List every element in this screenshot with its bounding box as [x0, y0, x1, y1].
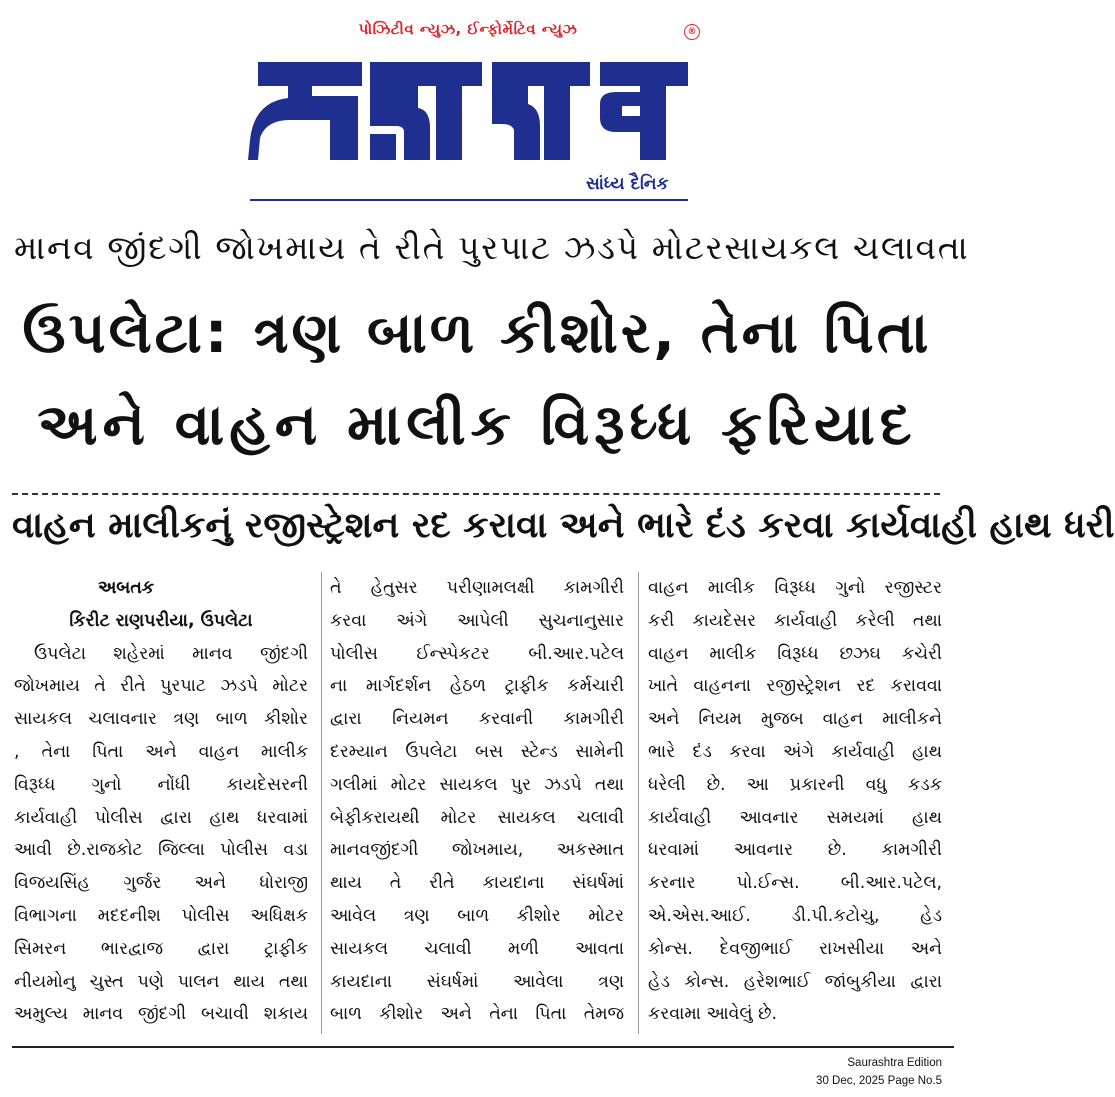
- text-line: ના માર્ગદર્શન હેઠળ ટ્રાફીક કર્મચારી: [330, 676, 624, 697]
- text-line: ઉપલેટા શહેરમાં માનવ જીંદગી: [34, 643, 308, 664]
- text-line: વિરૂધ્ધ ગુનો નોંધી કાયદેસરની: [14, 774, 308, 795]
- text-line: વાહન માલીક વિરૂધ્ધ છઝઘ કચેરી: [648, 643, 942, 664]
- article-column-3: [648, 572, 942, 1031]
- text-line: કાર્યવાહી પોલીસ દ્વારા હાથ ધરવામાં: [14, 807, 308, 828]
- newspaper-logo: [250, 48, 690, 168]
- text-line: દ્વારા નિયમન કરવાની કામગીરી: [330, 709, 624, 730]
- column-divider: [321, 572, 322, 1034]
- text-line: કાયદાના સંઘર્ષમાં આવેલા ત્રણ: [330, 971, 624, 992]
- text-line: તે હેતુસર પરીણામલક્ષી કામગીરી: [330, 578, 624, 598]
- text-line: નીયમોનુ ચુસ્ત પણે પાલન થાય તથા: [14, 971, 308, 992]
- text-line: ગલીમાં મોટર સાયકલ પુર ઝડપે તથા: [330, 774, 624, 795]
- text-line: સાયકલ ચલાવનાર ત્રણ બાળ કીશોર: [14, 709, 308, 730]
- text-line: કરવા અંગે આપેલી સુચનાનુસાર: [330, 610, 624, 631]
- article-column-1: [14, 572, 308, 1031]
- text-line: કરી કાયદેસર કાર્યવાહી કરેલી તથા: [648, 610, 942, 631]
- headline-line-2: અને વાહન માલીક વિરૂધ્ધ ફરિયાદ: [37, 392, 917, 458]
- column-1-body: [14, 638, 308, 1032]
- text-line: ધરવામાં આવનાર છે. કામગીરી: [648, 840, 942, 861]
- headline-line-1: ઉપલેટા: ત્રણ બાળ કીશોર, તેના પિતા: [22, 300, 932, 366]
- text-line: કોન્સ. દેવજીભાઈ રાખસીયા અને: [648, 938, 942, 959]
- text-line: આવી છે.રાજકોટ જિલ્લા પોલીસ વડા: [14, 840, 308, 861]
- text-line: કરવામા આવેલું છે.: [648, 1004, 778, 1025]
- text-line: ધરેલી છે. આ પ્રકારની વધુ કડક: [648, 774, 942, 795]
- text-line: દરમ્યાન ઉપલેટા બસ સ્ટેન્ડ સામેની: [330, 741, 624, 762]
- text-line: સાયકલ ચલાવી મળી આવતા: [330, 938, 624, 959]
- text-line: સિમરન ભારદ્વાજ દ્વારા ટ્રાફીક: [14, 938, 308, 959]
- text-line: વિભાગના મદદનીશ પોલીસ અધિક્ષક: [14, 905, 308, 926]
- byline-author: કિરીટ રાણપરીયા, ઉપલેટા: [69, 610, 253, 631]
- text-line: બેફીકરાયથી મોટર સાયકલ ચલાવી: [330, 807, 624, 828]
- text-line: હેડ કોન્સ. હરેશભાઈ જાંબુકીયા દ્વારા: [648, 971, 942, 992]
- masthead: [250, 14, 700, 204]
- text-line: જોખમાય તે રીતે પુરપાટ ઝડપે મોટર: [14, 676, 308, 697]
- text-line: વિજયસિંહ ગુર્જર અને ધોરાજી: [14, 873, 308, 894]
- text-line: થાય તે રીતે કાયદાના સંઘર્ષમાં: [330, 873, 624, 894]
- registered-mark: ®: [684, 24, 700, 40]
- text-line: ખાતે વાહનના રજીસ્ટ્રેશન રદ કરાવવા: [648, 676, 942, 697]
- text-line: , તેના પિતા અને વાહન માલીક: [14, 741, 308, 762]
- edition-type-label: સાંધ્ય દૈનિક: [586, 174, 669, 194]
- article-column-2: [330, 572, 624, 1031]
- text-line: કાર્યવાહી આવનાર સમયમાં હાથ: [648, 807, 942, 828]
- edition-date-page: 30 Dec, 2025 Page No.5: [816, 1075, 942, 1087]
- text-line: ભારે દંડ કરવા અંગે કાર્યવાહી હાથ: [648, 741, 942, 762]
- text-line: માનવજીંદગી જોખમાય, અકસ્માત: [330, 840, 624, 861]
- footer-rule: [12, 1046, 954, 1048]
- text-line: પોલીસ ઈન્સ્પેકટર બી.આર.પટેલ: [330, 643, 624, 664]
- masthead-underline: [250, 199, 688, 201]
- text-line: વાહન માલીક વિરૂધ્ધ ગુનો રજીસ્ટર: [648, 578, 942, 598]
- edition-info: [816, 1054, 942, 1090]
- masthead-tagline: પોઝિટીવ ન્યુઝ, ઈન્ફોર્મેટિવ ન્યુઝ: [358, 20, 578, 38]
- column-divider: [638, 572, 639, 1034]
- text-line: અમુલ્ય માનવ જીંદગી બચાવી શકાય: [14, 1004, 308, 1025]
- text-line: કરનાર પો.ઈન્સ. બી.આર.પટેલ,: [648, 873, 942, 894]
- subheadline: વાહન માલીકનું રજીસ્ટ્રેશન રદ કરાવા અને ભારે દંડ કરવા કાર્યવાહી હાથ ધરી: [12, 505, 1115, 546]
- dashed-divider: [12, 493, 940, 495]
- text-line: એ.એસ.આઈ. ડી.પી.કટોચુ, હેડ: [648, 905, 942, 926]
- text-line: આવેલ ત્રણ બાળ કીશોર મોટર: [330, 905, 624, 926]
- text-line: અને નિયમ મુજબ વાહન માલીકને: [648, 709, 942, 730]
- headline-kicker: માનવ જીંદગી જોખમાય તે રીતે પુરપાટ ઝડપે મોટરસાયકલ ચલાવતા: [14, 228, 970, 267]
- byline-source: અબતક: [97, 578, 155, 598]
- edition-name: Saurashtra Edition: [847, 1057, 942, 1069]
- text-line: બાળ કીશોર અને તેના પિતા તેમજ: [330, 1004, 624, 1025]
